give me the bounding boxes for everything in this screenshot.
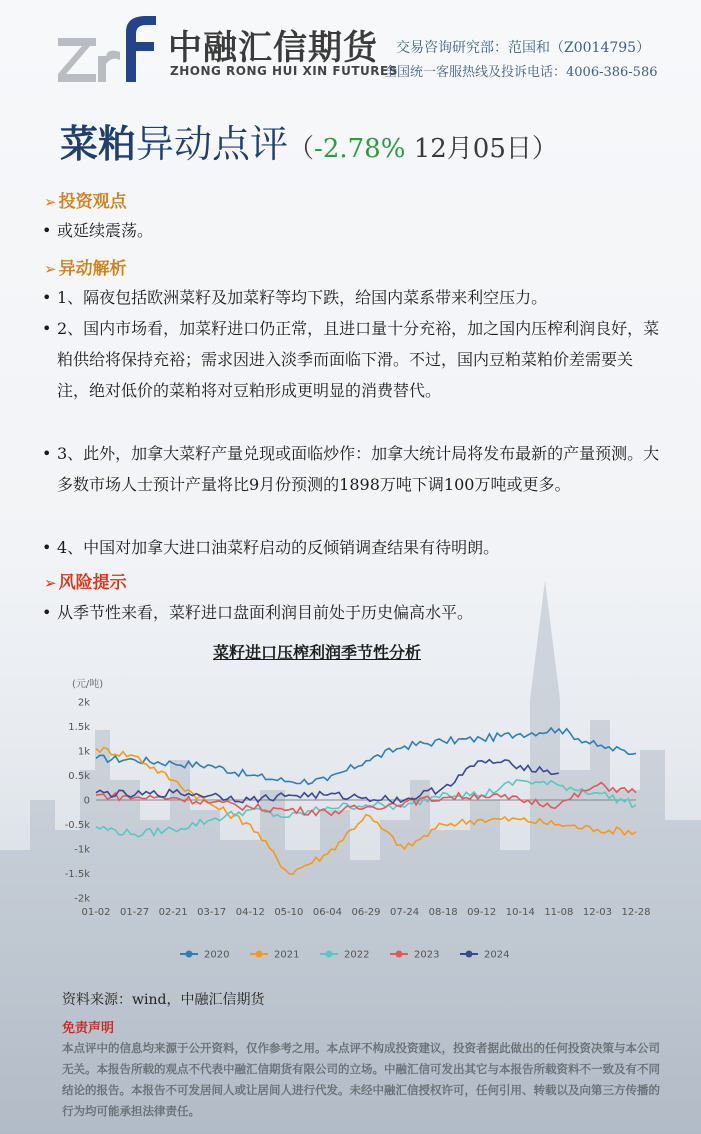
list-item: • 从季节性来看，菜籽进口盘面利润目前处于历史偏高水平。	[42, 603, 474, 622]
disclaimer-text: 本点评中的信息均来源于公开资料，仅作参考之用。本点评不构成投资建议，投资者据此做出的任何投资决策与本公司无关。本报告所载的观点不代表中融汇信期货有限公司的立场。中融汇信可发出其它与本报告所载资料不一致及有不同结论的报告。本报告不可发居间人或让居间人进行代发。未经中融汇信授权许可，任何引用、转载以及向第三方传播的行为均可能承担法律责任。	[62, 1041, 660, 1118]
x-tick-label: 08-18	[428, 907, 458, 918]
legend-label-2024: 2024	[484, 949, 510, 961]
chart-title: 菜籽进口压榨利润季节性分析	[212, 643, 421, 662]
x-tick-label: 12-28	[621, 907, 651, 918]
legend-label-2022: 2022	[344, 949, 370, 961]
y-tick-label: 1k	[77, 746, 90, 758]
x-tick-label: 03-17	[197, 907, 227, 918]
legend-marker-2023	[396, 951, 403, 958]
company-name-en: ZHONG RONG HUI XIN FUTURES	[170, 64, 398, 78]
section-risk: ➢ 风险提示	[44, 573, 127, 593]
y-tick-label: -2k	[74, 893, 90, 905]
section-analysis: ➢ 异动解析	[44, 259, 127, 279]
y-tick-label: 0	[83, 795, 90, 807]
legend-label-2020: 2020	[204, 949, 230, 961]
company-name-cn: 中融汇信期货	[168, 28, 378, 68]
list-item: • 或延续震荡。	[42, 221, 154, 240]
report-date: 12月05日）	[405, 134, 558, 164]
legend-marker-2024	[466, 951, 473, 958]
report-title	[60, 113, 558, 168]
x-tick-label: 06-04	[312, 907, 342, 918]
legend-marker-2022	[326, 951, 333, 958]
price-change: -2.78%	[314, 134, 406, 164]
legend-label-2021: 2021	[274, 949, 300, 961]
x-tick-label: 11-08	[544, 907, 574, 918]
company-logo-icon	[58, 12, 158, 82]
x-tick-label: 10-14	[505, 907, 535, 918]
report-header	[0, 0, 701, 98]
x-tick-label: 09-12	[467, 907, 497, 918]
x-tick-label: 01-27	[120, 907, 150, 918]
x-tick-label: 06-29	[351, 907, 381, 918]
title-commodity: 菜粕	[60, 121, 137, 166]
list-item: • 2、国内市场看，加菜籽进口仍正常，且进口量十分充裕，加之国内压榨利润良好，菜粕供给将保持充裕；需求因进入淡季而面临下滑。不过，国内豆粕菜粕价差需要关注，绝对低价的菜粕将对豆粕形成更明显的消费替代。	[42, 319, 660, 400]
data-source: 资料来源：wind，中融汇信期货	[62, 992, 265, 1008]
legend-label-2023: 2023	[414, 949, 440, 961]
disclaimer-title: 免责声明	[62, 1021, 115, 1036]
y-tick-label: -0.5k	[64, 820, 90, 831]
x-tick-label: 04-12	[235, 907, 265, 918]
legend-marker-2021	[256, 951, 263, 958]
analyst-contact: 交易咨询研究部：范国和（Z0014795）	[396, 40, 651, 56]
arrow-right-icon: ➢	[44, 193, 57, 211]
series-line-2021	[96, 747, 636, 874]
arrow-right-icon: ➢	[44, 574, 57, 592]
title-main: 异动点评	[136, 122, 289, 166]
y-tick-label: 2k	[77, 697, 90, 709]
hotline-contact: 全国统一客服热线及投诉电话：4006-386-586	[384, 65, 658, 80]
seasonal-profit-chart	[60, 670, 660, 970]
list-item: • 1、隔夜包括欧洲菜籽及加菜籽等均下跌，给国内菜系带来利空压力。	[42, 288, 548, 307]
legend-marker-2020	[186, 951, 193, 958]
x-tick-label: 07-24	[390, 907, 420, 918]
x-tick-label: 01-02	[81, 907, 111, 918]
title-paren: （	[288, 134, 315, 164]
section-investment-view: ➢ 投资观点	[44, 192, 127, 212]
list-item: • 3、此外，加拿大菜籽产量兑现或面临炒作：加拿大统计局将发布最新的产量预测。大多数市场人士预计产量将比9月份预测的1898万吨下调100万吨或更多。	[42, 444, 660, 494]
y-tick-label: -1.5k	[64, 869, 90, 880]
series-line-2023	[96, 783, 636, 816]
x-tick-label: 12-03	[582, 907, 612, 918]
y-tick-label: 1.5k	[68, 722, 90, 733]
y-tick-label: 0.5k	[68, 771, 90, 782]
series-line-2020	[96, 728, 636, 784]
x-tick-label: 05-10	[274, 907, 304, 918]
arrow-right-icon: ➢	[44, 260, 57, 278]
list-item: • 4、中国对加拿大进口油菜籽启动的反倾销调查结果有待明朗。	[42, 538, 500, 557]
y-tick-label: -1k	[74, 844, 90, 856]
x-tick-label: 02-21	[158, 907, 188, 918]
y-axis-label: (元/吨)	[72, 679, 104, 690]
